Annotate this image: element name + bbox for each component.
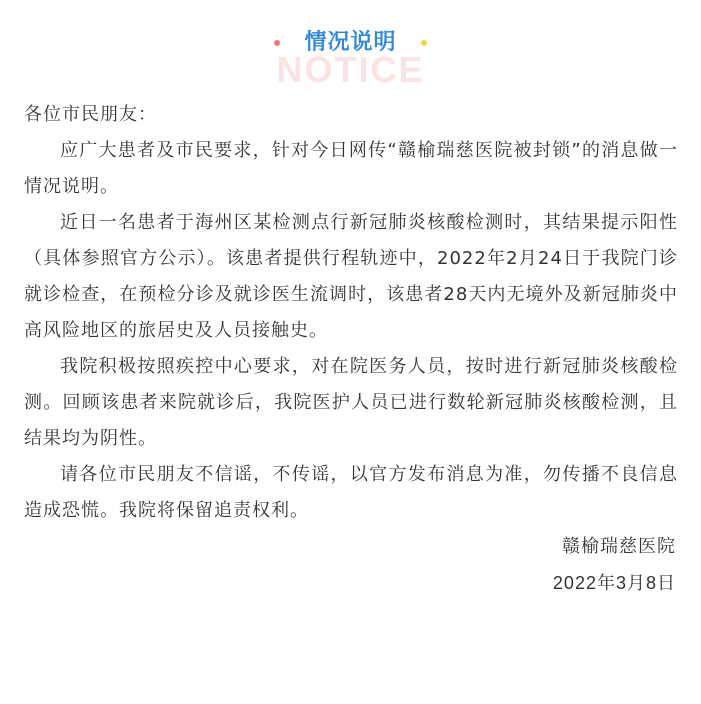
- notice-header: [0, 22, 701, 90]
- signature-organization: 赣榆瑞慈医院: [562, 536, 676, 557]
- signature-date: 2022年3月8日: [552, 573, 676, 593]
- notice-watermark: NOTICE: [276, 49, 425, 90]
- paragraph-2: 近日一名患者于海州区某检测点行新冠肺炎核酸检测时，其结果提示阳性（具体参照官方公示）。该患者提供行程轨迹中，2022年2月24日于我院门诊就诊检查，在预检分诊及就诊医生流调时，该患者28天内无境外及新冠肺炎中高风险地区的旅居史及人员接触史。: [24, 212, 678, 341]
- page-title: 情况说明: [304, 30, 397, 55]
- paragraph-1: 应广大患者及市民要求，针对今日网传“赣榆瑞慈医院被封锁”的消息做一情况说明。: [24, 140, 678, 197]
- paragraph-4: 请各位市民朋友不信谣，不传谣，以官方发布消息为准，勿传播不良信息造成恐慌。我院将保留追责权利。: [24, 464, 678, 521]
- yellow-dot-decoration: [421, 40, 427, 46]
- notice-body: [24, 97, 678, 601]
- paragraph-3: 我院积极按照疾控中心要求，对在院医务人员，按时进行新冠肺炎核酸检测。回顾该患者来院就诊后，我院医护人员已进行数轮新冠肺炎核酸检测，且结果均为阴性。: [24, 356, 678, 449]
- salutation: 各位市民朋友：: [24, 104, 157, 125]
